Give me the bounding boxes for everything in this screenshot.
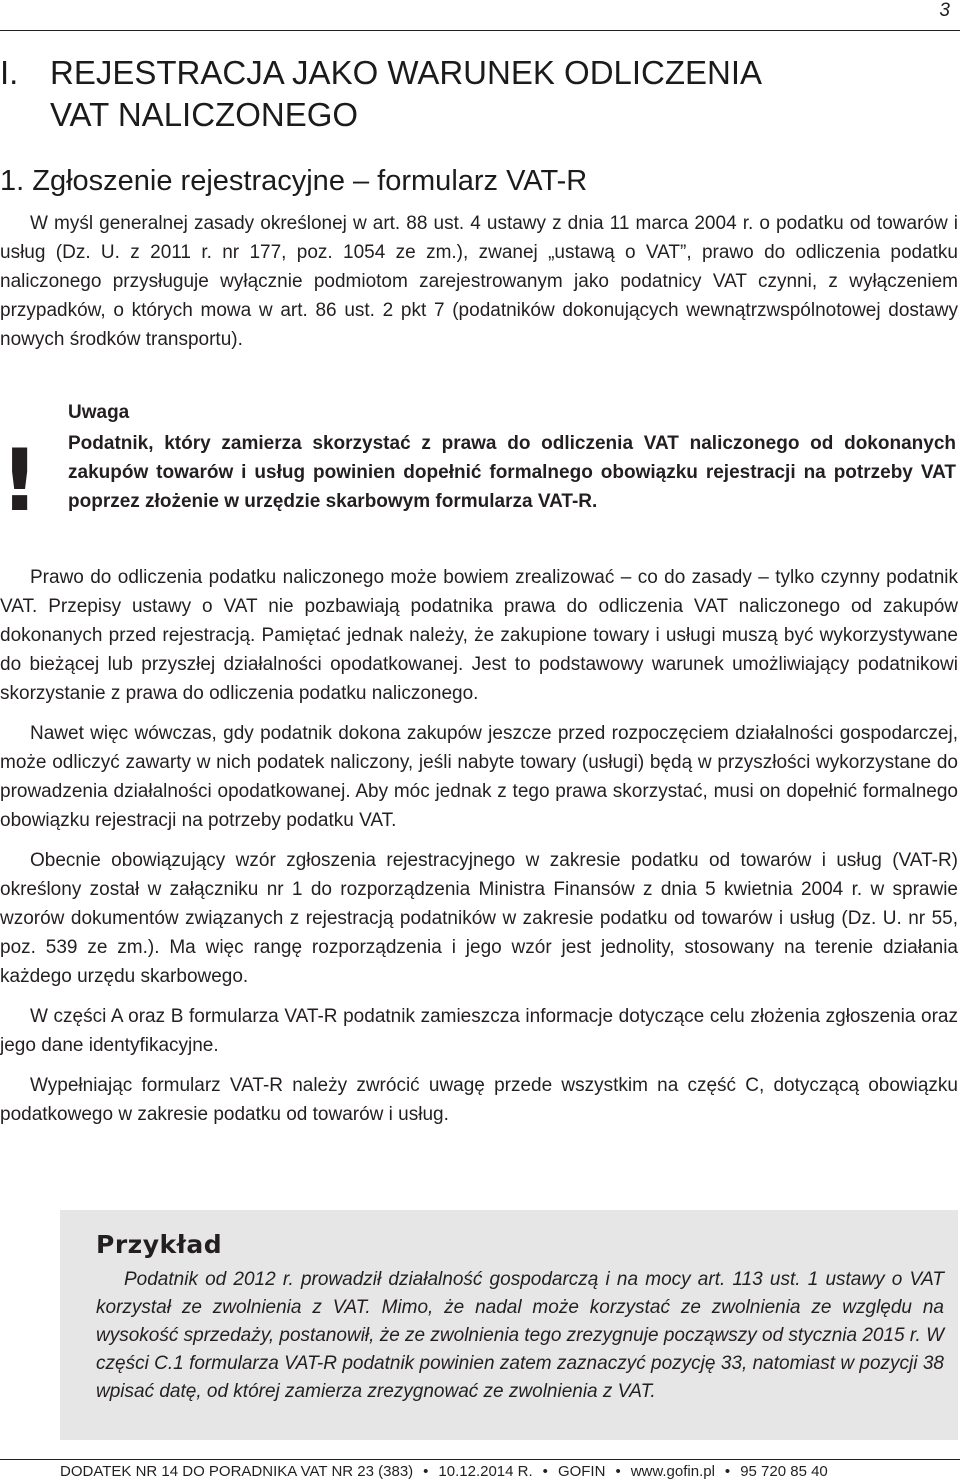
- intro-paragraph-block: [0, 209, 958, 354]
- footer-separator: •: [724, 1463, 731, 1480]
- footer-publisher: GOFIN: [557, 1463, 606, 1480]
- footer-phone: 95 720 85 40: [740, 1463, 828, 1480]
- footer-publication: DODATEK NR 14 DO PORADNIKA VAT NR 23 (383): [60, 1463, 414, 1480]
- footer-rule: [0, 1459, 960, 1460]
- body-paragraphs: [0, 563, 958, 1129]
- example-text-block: [96, 1266, 944, 1406]
- notice-heading: Uwaga: [68, 402, 130, 423]
- example-text: Podatnik od 2012 r. prowadził działalność gospodarczą i na mocy art. 113 ust. 1 ustawy o VAT korzystał ze zwolnienia z VAT. Mimo, że nadal może korzystać ze zwolnienia ze względu na wysokość sprzedaży, postanowił, że ze zwolnienia tego zrezygnuje począwszy od stycznia 2015 r. W części C.1 formularza VAT-R podatnik powinien zatem zaznaczyć pozycję 33, natomiast w pozycji 38 wpisać datę, od której zamierza zrezygnować ze zwolnienia z VAT.: [96, 1269, 945, 1402]
- footer-separator: •: [542, 1463, 548, 1480]
- body-paragraph-5: Wypełniając formularz VAT-R należy zwrócić uwagę przede wszystkim na część C, dotyczącą obowiązku podatkowego w zakresie podatku od towarów i usług.: [0, 1075, 958, 1125]
- chapter-title-line1: REJESTRACJA JAKO WARUNEK ODLICZENIA: [50, 54, 763, 91]
- example-heading: Przykład: [96, 1230, 223, 1259]
- intro-paragraph: W myśl generalnej zasady określonej w art. 88 ust. 4 ustawy z dnia 11 marca 2004 r. o podatku od towarów i usług (Dz. U. z 2011 r. nr 177, poz. 1054 ze zm.), zwanej „ustawą o VAT”, prawo do odliczenia podatku naliczonego przysługuje wyłącznie podmiotom zarejestrowanym jako podatnicy VAT czynni, z wyłączeniem przypadków, o których mowa w art. 86 ust. 2 pkt 7 (podatników dokonujących wewnątrzwspólnotowej dostawy nowych środków transportu).: [0, 213, 958, 350]
- exclamation-icon: !: [0, 431, 40, 531]
- chapter-title-line2: VAT NALICZONEGO: [50, 96, 359, 133]
- chapter-number: I.: [0, 54, 19, 91]
- body-paragraph-4: W części A oraz B formularza VAT-R podatnik zamieszcza informacje dotyczące celu złożenia zgłoszenia oraz jego dane identyfikacyjne.: [0, 1006, 958, 1056]
- body-paragraph-1: Prawo do odliczenia podatku naliczonego może bowiem zrealizować – co do zasady – tylko czynny podatnik VAT. Przepisy ustawy o VAT nie pozbawiają podatnika prawa do odliczenia VAT naliczonego od zakupów dokonanych przed rejestracją. Pamiętać jednak należy, że zakupione towary i usługi muszą być wykorzystywane do bieżącej lub przyszłej działalności opodatkowanej. Jest to podstawowy warunek umożliwiający podatnikowi skorzystanie z prawa do odliczenia podatku naliczonego.: [0, 567, 958, 704]
- page-number: 3: [939, 0, 950, 21]
- section-title: 1. Zgłoszenie rejestracyjne – formularz VAT-R: [0, 165, 588, 197]
- footer-separator: •: [615, 1463, 621, 1480]
- notice-box: [0, 398, 958, 558]
- footer-date: 10.12.2014 R.: [438, 1463, 533, 1480]
- body-paragraph-3: Obecnie obowiązujący wzór zgłoszenia rejestracyjnego w zakresie podatku od towarów i usług (VAT-R) określony został w załączniku nr 1 do rozporządzenia Ministra Finansów z dnia 5 kwietnia 2004 r. w sprawie wzorów dokumentów związanych z rejestracją podatników w zakresie podatku od towarów i usług (Dz. U. nr 55, poz. 539 ze zm.). Ma więc rangę rozporządzenia i jego wzór jest jednolity, stosowany na terenie działania każdego urzędu skarbowego.: [0, 850, 958, 987]
- page-footer: [60, 1463, 828, 1481]
- example-box: [60, 1210, 958, 1440]
- footer-separator: •: [423, 1463, 429, 1480]
- body-paragraph-2: Nawet więc wówczas, gdy podatnik dokona zakupów jeszcze przed rozpoczęciem działalności gospodarczej, może odliczyć zawarty w nich podatek naliczony, jeśli nabyte towary (usługi) będą w przyszłości wykorzystane do prowadzenia działalności opodatkowanej. Aby móc jednak z tego prawa skorzystać, musi on dopełnić formalnego obowiązku rejestracji na potrzeby podatku VAT.: [0, 723, 958, 831]
- notice-text: Podatnik, który zamierza skorzystać z prawa do odliczenia VAT naliczonego od dokonanych zakupów towarów i usług powinien dopełnić formalnego obowiązku rejestracji na potrzeby VAT poprzez złożenie w urzędzie skarbowym formularza VAT-R.: [68, 433, 956, 512]
- chapter-title: [0, 52, 900, 136]
- footer-website: www.gofin.pl: [630, 1463, 715, 1480]
- top-rule: [0, 30, 960, 31]
